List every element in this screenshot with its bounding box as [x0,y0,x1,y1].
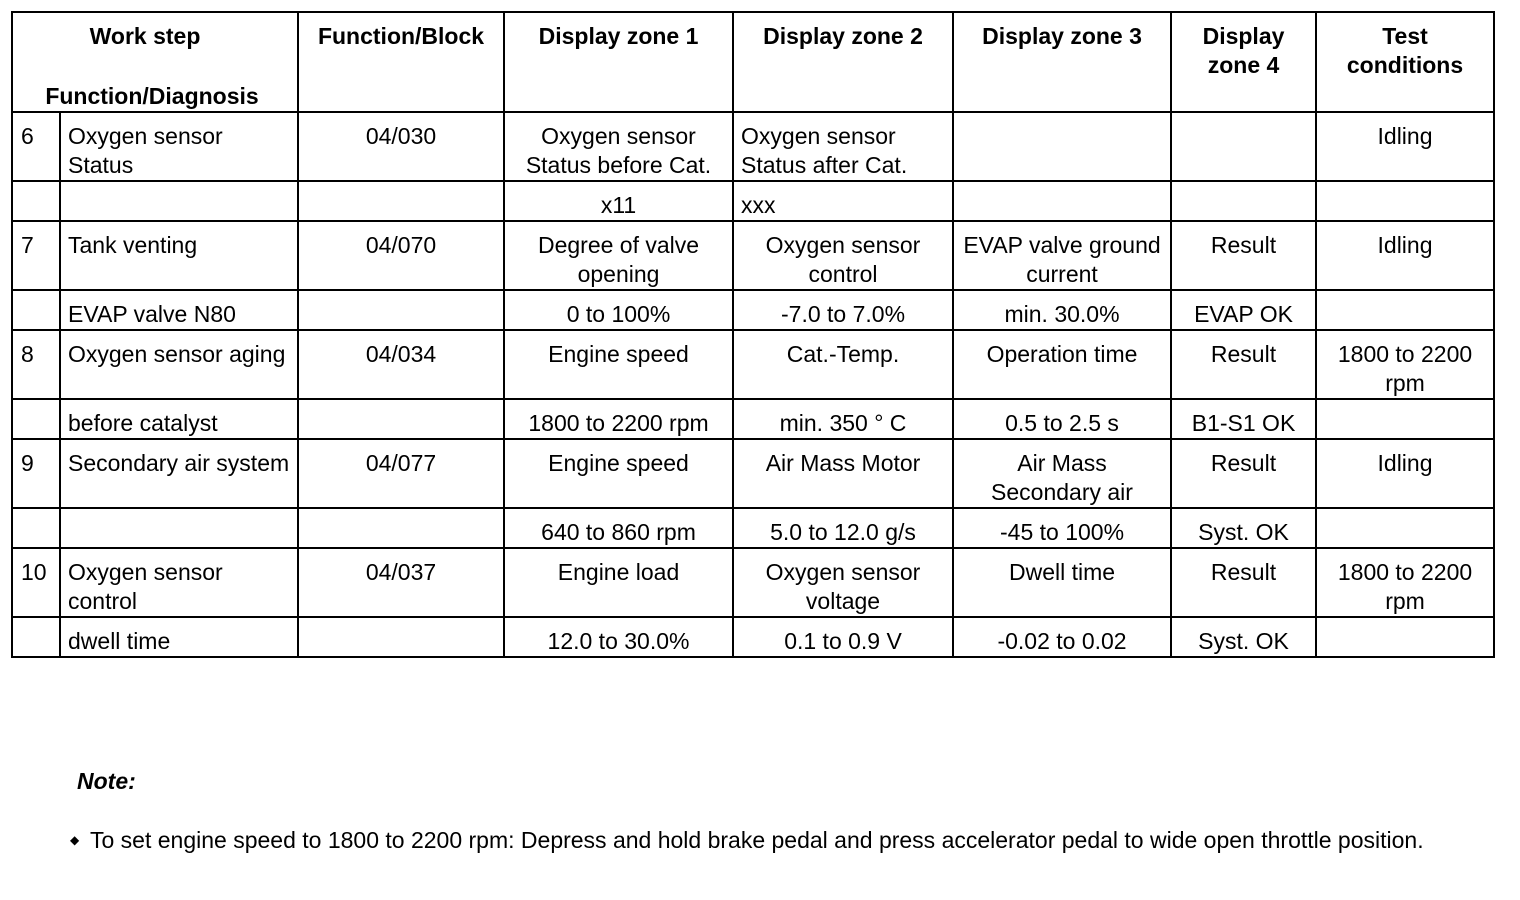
test-conditions [1316,181,1494,221]
function-block: 04/077 [298,439,504,508]
display-zone-3: EVAP valve ground current [953,221,1171,290]
table-row [12,221,1494,290]
display-zone-1: Oxygen sensor Status before Cat. [504,112,733,181]
header-display-zone-4: Display zone 4 [1171,12,1316,112]
display-zone-1: x11 [504,181,733,221]
function-block [298,399,504,439]
function-diagnosis: Oxygen sensor aging [60,330,298,399]
display-zone-3: min. 30.0% [953,290,1171,330]
step-number [12,290,60,330]
test-conditions [1316,617,1494,657]
header-work-step-label: Work step [89,23,201,49]
display-zone-4 [1171,181,1316,221]
display-zone-4: Result [1171,221,1316,290]
display-zone-2: xxx [733,181,953,221]
display-zone-4 [1171,112,1316,181]
note-title: Note: [77,768,136,794]
table-row [12,617,1494,657]
step-number [12,181,60,221]
header-display-zone-3: Display zone 3 [953,12,1171,112]
display-zone-1: Degree of valve opening [504,221,733,290]
function-block [298,181,504,221]
display-zone-4: Result [1171,330,1316,399]
test-conditions: Idling [1316,112,1494,181]
function-block [298,290,504,330]
test-conditions: Idling [1316,439,1494,508]
display-zone-2: Oxygen sensor Status after Cat. [733,112,953,181]
display-zone-2: Cat.-Temp. [733,330,953,399]
table-row [12,439,1494,508]
display-zone-4: Syst. OK [1171,508,1316,548]
function-block [298,508,504,548]
display-zone-1: Engine speed [504,439,733,508]
display-zone-3 [953,181,1171,221]
header-function-block: Function/Block [298,12,504,112]
step-number: 6 [12,112,60,181]
display-zone-3: Operation time [953,330,1171,399]
step-number: 7 [12,221,60,290]
display-zone-2: Oxygen sensor control [733,221,953,290]
table-row [12,548,1494,617]
header-row [12,12,1494,112]
note-text: To set engine speed to 1800 to 2200 rpm: Depress and hold brake pedal and press accelerator pedal to wide open throttle position. [90,827,1424,853]
header-function-diagnosis-label: Function/Diagnosis [45,83,259,109]
display-zone-4: EVAP OK [1171,290,1316,330]
test-conditions [1316,508,1494,548]
step-number: 10 [12,548,60,617]
function-diagnosis [60,508,298,548]
display-zone-2: Oxygen sensor voltage [733,548,953,617]
function-diagnosis: Tank venting [60,221,298,290]
test-conditions: 1800 to 2200 rpm [1316,548,1494,617]
function-block: 04/070 [298,221,504,290]
step-number [12,399,60,439]
step-number: 9 [12,439,60,508]
function-diagnosis: EVAP valve N80 [60,290,298,330]
display-zone-1: 640 to 860 rpm [504,508,733,548]
function-diagnosis: Oxygen sensor Status [60,112,298,181]
header-display-zone-2: Display zone 2 [733,12,953,112]
table-row [12,290,1494,330]
display-zone-1: 1800 to 2200 rpm [504,399,733,439]
diagnosis-table [11,11,1495,658]
display-zone-4: Result [1171,439,1316,508]
display-zone-4: Syst. OK [1171,617,1316,657]
function-diagnosis: Secondary air system [60,439,298,508]
display-zone-2: -7.0 to 7.0% [733,290,953,330]
table-row [12,399,1494,439]
table-row [12,181,1494,221]
display-zone-3: Dwell time [953,548,1171,617]
test-conditions [1316,399,1494,439]
display-zone-1: 0 to 100% [504,290,733,330]
table-row [12,330,1494,399]
display-zone-2: Air Mass Motor [733,439,953,508]
table-body [12,112,1494,657]
step-number [12,508,60,548]
display-zone-1: 12.0 to 30.0% [504,617,733,657]
display-zone-3: 0.5 to 2.5 s [953,399,1171,439]
function-block [298,617,504,657]
table-row [12,112,1494,181]
display-zone-4: B1-S1 OK [1171,399,1316,439]
step-number: 8 [12,330,60,399]
function-diagnosis: dwell time [60,617,298,657]
function-block: 04/030 [298,112,504,181]
test-conditions: Idling [1316,221,1494,290]
display-zone-3: Air Mass Secondary air [953,439,1171,508]
display-zone-2: 0.1 to 0.9 V [733,617,953,657]
display-zone-3: -0.02 to 0.02 [953,617,1171,657]
step-number [12,617,60,657]
display-zone-1: Engine load [504,548,733,617]
display-zone-2: 5.0 to 12.0 g/s [733,508,953,548]
display-zone-2: min. 350 ° C [733,399,953,439]
display-zone-3 [953,112,1171,181]
header-work-step [12,12,298,112]
display-zone-4: Result [1171,548,1316,617]
header-display-zone-1: Display zone 1 [504,12,733,112]
diamond-bullet-icon: ◆ [70,833,80,847]
test-conditions: 1800 to 2200 rpm [1316,330,1494,399]
test-conditions [1316,290,1494,330]
table-row [12,508,1494,548]
function-diagnosis: Oxygen sensor control [60,548,298,617]
display-zone-1: Engine speed [504,330,733,399]
function-block: 04/034 [298,330,504,399]
display-zone-3: -45 to 100% [953,508,1171,548]
header-test-conditions: Test conditions [1316,12,1494,112]
function-block: 04/037 [298,548,504,617]
function-diagnosis [60,181,298,221]
function-diagnosis: before catalyst [60,399,298,439]
